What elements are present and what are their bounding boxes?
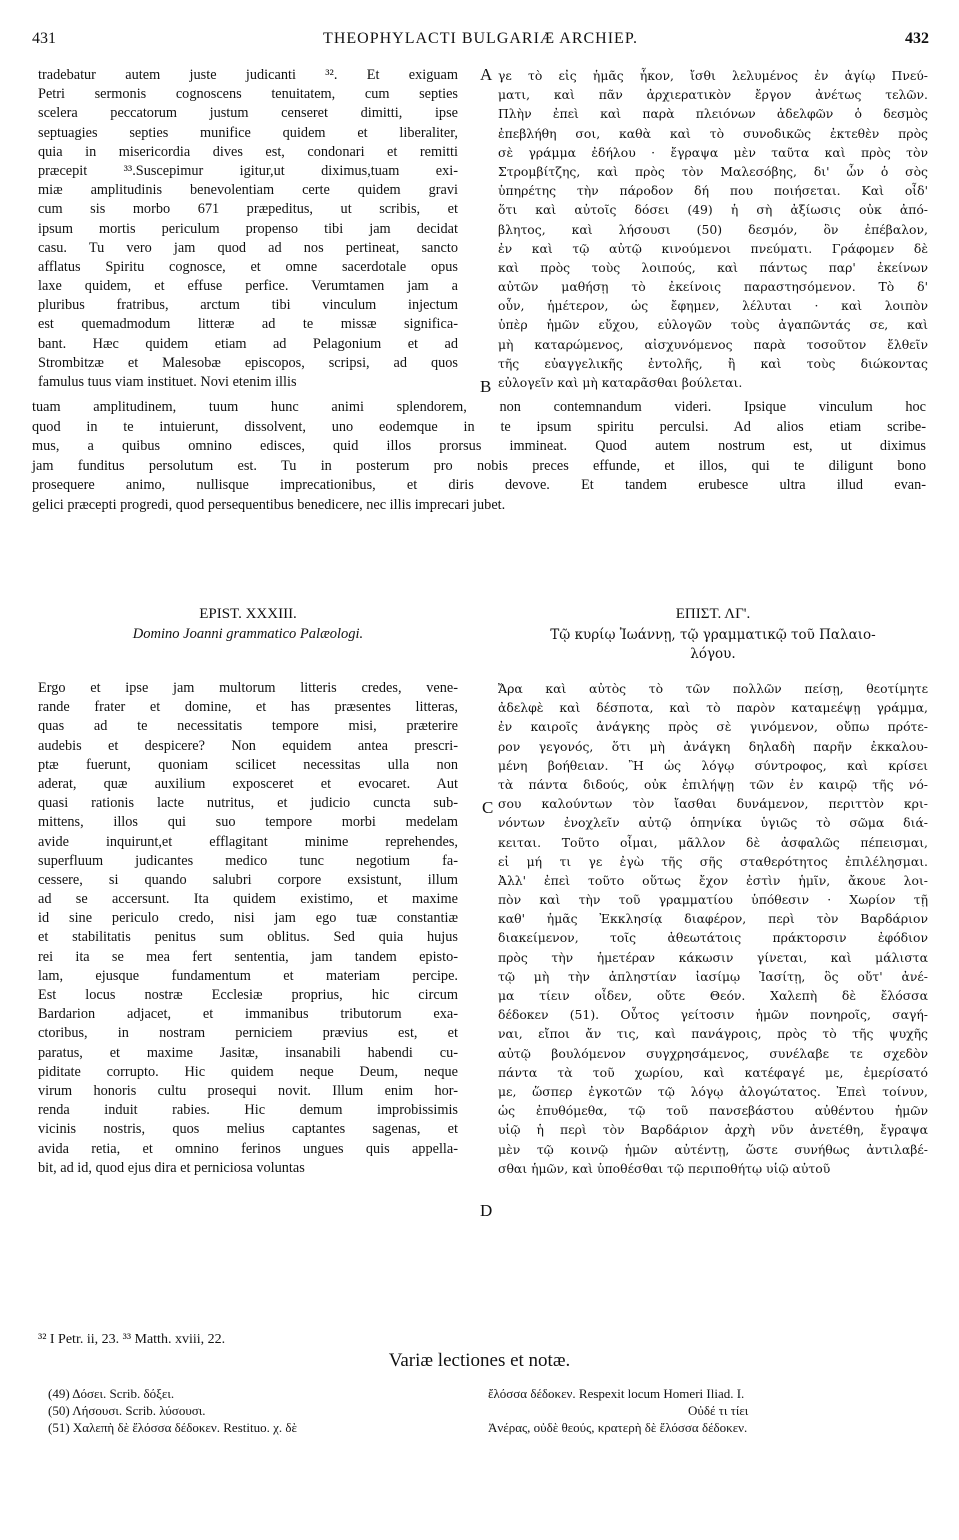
text-line: miæ amplitudinis benevolentiam certe quidem gravi xyxy=(38,182,458,199)
text-line: με, ὥσπερ ἐγκοτῶν τῷ λόγῳ ἀλογώτατος. Ἐπεὶ τοίνυν, xyxy=(498,1083,928,1099)
text-line: et stabilitatis penitus sum oblitus. Sed quia hujus xyxy=(38,929,458,946)
page-number-left: 431 xyxy=(32,30,56,47)
epistle-address-greek-line: Τῷ κυρίῳ Ἰωάννῃ, τῷ γραμματικῷ τοῦ Παλαιο- xyxy=(550,627,876,643)
text-line: Πλὴν ἐπεὶ καὶ παρὰ πλειόνων ἀδελφῶν ὁ δεσμὸς xyxy=(498,106,928,122)
text-line: rande frater et domine, et has præsentes litteras, xyxy=(38,699,458,716)
footnotes: ³² I Petr. ii, 23. ³³ Matth. xviii, 22. xyxy=(38,1332,226,1347)
text-line: avida retia, et omnino ferinos ungues quis appella- xyxy=(38,1140,458,1157)
margin-marker-b: B xyxy=(480,377,492,396)
text-line: casu. Tu vero jam quod ad nos pertineat, sancto xyxy=(38,239,458,256)
latin-column-top xyxy=(38,66,458,392)
text-line: gelici præcepti progredi, quod persequentibus benedicere, nec illis imprecari jubet. xyxy=(32,496,506,513)
text-line: ὑπὲρ ἡμῶν εὔχου, εὐλογῶν τοὺς ἀγαπῶντάς σε, καὶ xyxy=(498,317,928,333)
text-line: est quemadmodum litteræ ad te missæ significa- xyxy=(38,316,458,333)
text-line: Ἄρα καὶ αὐτὸς τὸ τῶν πολλῶν πείσῃ, θεοτίμητε xyxy=(498,681,928,696)
text-line: paratus, et maxime Jasitæ, insanabili habendi cu- xyxy=(38,1044,458,1061)
text-line: tradebatur autem juste judicanti ³². Et exiguam xyxy=(38,67,458,83)
text-line: ματι, καὶ πᾶν ἀρχιερατικὸν ἔργον ἀνέτως τελῶν. xyxy=(498,87,928,103)
text-line: σθαι ἡμῶν, καὶ ὑποθέσθαι τῷ περιποθήτῳ υἱῷ αὐτοῦ xyxy=(498,1160,831,1176)
text-line: Est locus nostræ Ecclesiæ proprius, hic circum xyxy=(38,987,458,1003)
greek-column-top xyxy=(498,66,928,392)
text-line: Bardarion adjacet, et immanibus tributorum exa- xyxy=(38,1006,458,1023)
text-line: ὅτι καὶ αὐτοῖς δόσει (49) ἡ σὴ ἀξίωσις οὐκ ἀπό- xyxy=(498,202,928,218)
text-line: aderat, quæ auxilium exposceret et evocaret. Aut xyxy=(38,775,458,792)
margin-marker-d: D xyxy=(480,1201,493,1220)
text-line: ad se accersunt. Ita quidem existimo, et maxime xyxy=(38,891,458,908)
text-line: καὶ πρὸς τοὺς λοιπούς, καὶ πάντως παρ' ἐκείνων xyxy=(498,259,928,275)
text-line: σου καλούντων τὸν ἴασθαι δυνάμενον, περιττὸν κρι- xyxy=(498,796,928,812)
text-line: γε τὸ εἰς ἡμᾶς ἧκον, ἴσθι λελυμένος ἐν ἁγίῳ Πνεύ- xyxy=(498,68,928,83)
text-line: Strombitzæ et Malesobæ episcopos, scripsi, ad quos xyxy=(38,354,458,371)
text-line: μα τίειν οἶδεν, οὔτε Θεόν. Χαλεπὴ δὲ ἔλόσσα xyxy=(498,988,928,1003)
text-line: septuagies septies munifice quidem et liberaliter, xyxy=(38,124,458,141)
text-line: αὐτῷ βουλόμενον συγχρησάμενος, συνέλαβε τε σχεδὸν xyxy=(498,1045,928,1061)
text-line: avide inquirunt,et efflagitant minime reprehendes, xyxy=(38,833,458,850)
text-line: τῷ μὴ τὴν ἀπληστίαν ἰασίμῳ Ἰασίτῃ, ὃς οὔτ' ἀνέ- xyxy=(498,968,928,984)
text-line: jam funditus persolutum est. Tu in posterum pro nobis preces effunde, et illos, qui te diligunt bono xyxy=(32,457,926,474)
text-line: εἰ μή τι γε ἐγὼ τῆς σῆς σταθερότητος ἐπιλέλησμαι. xyxy=(498,853,928,869)
latin-full-width-paragraph xyxy=(32,398,926,516)
notes-left-column xyxy=(48,1385,478,1436)
text-line: scelera peccatorum justum censeret dimitti, ipse xyxy=(38,105,458,122)
text-line: laxe quidem, et effuse perfice. Verumtamen jam a xyxy=(38,278,458,295)
text-line: bit, ad id, quod ejus dira et perniciosa voluntas xyxy=(38,1159,305,1176)
text-line: πάντα τὰ τοῦ χωρίου, καὶ κατέφαγέ με, ἐμερίσατό xyxy=(498,1064,928,1080)
text-line: pluribus fratribus, arctum tibi vinculum injectum xyxy=(38,297,458,314)
text-line: piditate corrupto. Hic quidem neque Deum, neque xyxy=(38,1063,458,1080)
text-line: lam, ejusque fundamentum et materiam percipe. xyxy=(38,967,458,984)
page-number-right: 432 xyxy=(905,30,929,47)
text-line: prosequere animo, nullisque imprecationibus, et diris devove. Et tandem erubesce ultra illud evan- xyxy=(32,477,926,494)
note-line: Ἀνέρας, οὐδὲ θεούς, κρατερὴ δὲ ἔλόσσα δέδοκεν. xyxy=(488,1420,748,1435)
text-line: Ἀλλ' ἐπεὶ τοῦτο οὕτως ἔχον ἐστὶν ἡμῖν, ἄκουε λοι- xyxy=(498,872,928,888)
note-line: (51) Χαλεπὴ δὲ ἔλόσσα δέδοκεν. Restituo. χ. δὲ xyxy=(48,1420,297,1435)
text-line: σὲ γράμμα ἐδήλου · ἔγραψα μὲν ταῦτα καὶ πρὸς τὸν xyxy=(498,144,928,160)
text-line: ἀδελφὲ καὶ δέσποτα, καὶ τὸ παρὸν καταμεέψῃ γράμμα, xyxy=(498,700,928,716)
note-line: (49) Δόσει. Scrib. δόξει. xyxy=(48,1386,175,1401)
text-line: vicinis nostris, quos melius captantes sagenas, et xyxy=(38,1121,458,1138)
text-line: οὖν, ἡμέτερον, ὡς ἔφημεν, λέλυται · καὶ λοιπὸν xyxy=(498,298,928,314)
variae-lectiones-heading: Variæ lectiones et notæ. xyxy=(388,1350,571,1371)
text-line: rei ita se mea fert sententia, jam tandem episto- xyxy=(38,948,458,965)
text-line: ἐν καιροῖς ἀνάγκης πρὸς σὲ γινόμενον, οὔπω πρότε- xyxy=(498,719,928,735)
text-line: ὡς ἐπυθόμεθα, τῷ τοῦ πανσεβάστου αὐθέντου ἡμῶν xyxy=(498,1103,928,1119)
running-title: THEOPHYLACTI BULGARIÆ ARCHIEP. xyxy=(323,30,638,47)
text-line: ὑπηρέτης τὴν πάροδον δή που ποιήσεται. Καὶ οἶδ' xyxy=(498,183,928,199)
text-line: ctoribus, in nostram perniciem prævius est, et xyxy=(38,1025,458,1042)
text-line: superfluum judicantes medico tunc negotium fa- xyxy=(38,852,458,869)
text-line: βλητος, καὶ λήσουσι (50) δεσμόν, ὃν ἐπέβαλον, xyxy=(498,221,928,237)
epistle-heading-latin: EPIST. XXXIII. xyxy=(199,606,297,622)
margin-marker-a: A xyxy=(480,65,493,84)
text-line: Petri sermonis cognoscens tenuitatem, cum septies xyxy=(38,86,458,103)
text-line: tuam amplitudinem, tuum hunc animi splendorem, non contemnandum videri. Ipsique vinculum hoc xyxy=(32,399,926,415)
greek-column-bottom xyxy=(498,679,928,1178)
text-line: quia in misericordia dives est, condonari et remitti xyxy=(38,143,458,160)
text-line: ναι, εἴποι ἄν τις, καὶ πανάγροις, πρὸς τὸ τῆς ψυχῆς xyxy=(498,1026,928,1042)
text-line: ρον γεγονός, ὅτι μὴ ἀνάγκη δηλαδὴ παρῆν ἐκκαλου- xyxy=(498,738,928,754)
text-line: renda induit rabies. Hic demum improbissimis xyxy=(38,1102,458,1119)
text-line: Στρομβίτζης, καὶ πρὸς τὸν Μαλεσόβης, δι' ὧν ὁ σὸς xyxy=(498,163,928,179)
note-line: ἔλόσσα δέδοκεν. Respexit locum Homeri Iliad. I. xyxy=(488,1386,745,1401)
text-line: quasi rationis lacte nutritus, et judicio cuncta sub- xyxy=(38,795,458,812)
text-line: υἱῷ ἡ περὶ τὸν Βαρδάριον ἀρχὴ νῦν ἀνετέθη, ἔγραψα xyxy=(498,1122,928,1138)
text-line: quas ad te necessitatis tempore misi, præterire xyxy=(38,718,458,735)
text-line: mittens, illos qui suo tempore morbi medelam xyxy=(38,814,458,831)
text-line: audebis et despicere? Non equidem antea prescri- xyxy=(38,737,458,754)
text-line: αὐτῶν μαθήσῃ τὸ ἐκείνοις παραστησόμενον. Τὸ δ' xyxy=(498,279,928,295)
latin-column-bottom xyxy=(38,679,458,1178)
text-line: πὸν καὶ τὴν τοῦ γραμματίου ὑπόθεσιν · Χωρίον τῇ xyxy=(498,892,928,908)
text-line: ipsum mortis periculum propenso tibi jam decidat xyxy=(38,220,458,237)
text-line: τὰ πάντα διδούς, οὐκ ἐπιλήψῃ τῶν ἐν καιρῷ τῆς νό- xyxy=(498,776,928,792)
text-line: τῆς εὐαγγελικῆς ἐντολῆς, ἢ καὶ τοὺς διώκοντας xyxy=(498,355,928,371)
text-line: εὐλογεῖν καὶ μὴ καταρᾶσθαι βούλεται. xyxy=(498,375,743,390)
text-line: κειται. Τοῦτο οἶμαι, μᾶλλον δὲ ἀσφαλῶς πέπεισμαι, xyxy=(498,834,928,850)
text-line: id sine periculo credo, nisi jam ego tuæ constantiæ xyxy=(38,910,458,927)
text-line: πρὸς τὴν ἡμετέραν κάκωσιν γίνεται, καὶ μάλιστα xyxy=(498,949,928,965)
text-line: cum sis morbo 671 præpeditus, ut scribis, et xyxy=(38,201,458,218)
text-line: ἐπεβλήθη σοι, καθὰ καὶ τὸ συνοδικῶς ἐκτεθὲν πρὸς xyxy=(498,125,928,141)
text-line: cessere, si quando salubri corpore exsistunt, illum xyxy=(38,871,458,888)
text-line: afflatus Spiritu cognosce, et omne sacerdotale opus xyxy=(38,258,458,275)
notes-right-column xyxy=(488,1385,928,1436)
text-line: ptæ fuerunt, quoniam scilicet necessitas ulla non xyxy=(38,756,458,773)
epistle-address-latin: Domino Joanni grammatico Palæologi. xyxy=(132,626,364,642)
note-line: Οὐδέ τι τίει xyxy=(688,1403,749,1418)
running-header xyxy=(32,30,929,56)
text-line: καθ' ἡμᾶς Ἐκκλησίᾳ διαφέρον, περὶ τὸν Βαρδάριον xyxy=(498,911,928,927)
epistle-heading-greek: ΕΠΙΣΤ. ΛΓ'. xyxy=(675,606,751,622)
margin-marker-c: C xyxy=(482,798,494,817)
text-line: præcepit ³³.Suscepimur igitur,ut diximus,tuam exi- xyxy=(38,162,458,179)
text-line: Ergo et ipse jam multorum litteris credes, vene- xyxy=(38,680,458,696)
text-line: διακείμενον, τοῖς ἀθεωτάτοις πράκτορσιν ἐφόδιον xyxy=(498,930,928,946)
text-line: μὲν τῷ κοινῷ ἡμῶν αὐτέντῃ, ὥστε συνήθως ἀντιλαβέ- xyxy=(498,1141,928,1157)
epistle-address-greek-line: λόγου. xyxy=(690,646,736,662)
text-line: μένη βοήθειαν. Ἢ ὡς λόγῳ σύντροφος, καὶ κρίσει xyxy=(498,757,928,773)
note-line: (50) Λήσουσι. Scrib. λύσουσι. xyxy=(48,1403,206,1418)
text-line: δέδοκεν (51). Οὗτος γείτοσιν ἡμῶν πονηροῖς, σαγή- xyxy=(498,1007,928,1023)
epistle-address-greek xyxy=(498,626,928,664)
text-line: μὴ καταρώμενος, αἰσχυνόμενος παρὰ τοσοῦτον ἔλθεῖν xyxy=(498,336,928,352)
text-line: mus, a quibus omnino edisces, quid illos prorsus immineat. Quod autem nostrum est, ut diximus xyxy=(32,438,926,455)
text-line: ἐν καὶ τῷ αὐτῷ κινούμενοι πνεύματι. Γράφομεν δὲ xyxy=(498,240,928,256)
text-line: famulus tuus viam instituet. Novi etenim illis xyxy=(38,374,297,390)
text-line: νόντων ἐνοχλεῖν αὐτῷ ὁπηνίκα ὑγιῶς τὸ σῶμα διά- xyxy=(498,815,928,831)
text-line: bant. Hæc quidem etiam ad Pelagonium et ad xyxy=(38,335,458,352)
text-line: quod in te intuierunt, dissolvent, uno eodemque in te ipsum spiritu perculsi. Ad alios etiam scribe- xyxy=(32,418,926,435)
text-line: virum honoris cultu prosequi novit. Illum enim hor- xyxy=(38,1082,458,1099)
